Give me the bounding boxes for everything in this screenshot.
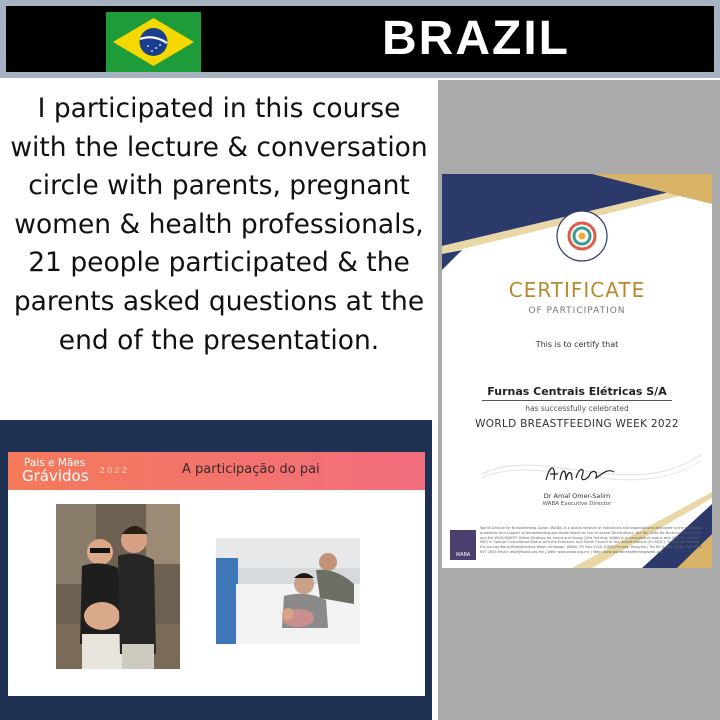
presentation-slide	[8, 452, 425, 696]
celebrated-line: has successfully celebrated	[525, 404, 629, 413]
waba-logo	[450, 530, 476, 560]
event-name: WORLD BREASTFEEDING WEEK 2022	[475, 418, 679, 430]
slide-brand-year: 2022	[100, 466, 130, 475]
certificate-footer: World Alliance for Breastfeeding Action (WABA) is a global network of individuals and organisations dedicated to the protection, promotion and support of breastfeeding worldwide based on the Innocenti Declarations, the Ten Links for Nurturing the Future and the WHO/UNICEF Global Strategy for Infant and Young Child Feeding. WABA is in consultative status with UNICEF and an NGO in Special Consultative Status with the Economic and Social Council of the United Nations (ECOSOC). WABA coordinates the annual World Breastfeeding Week campaign. WABA, PO Box 1200 10850 Penang, Malaysia | Tel: 60-4-658 4816 | Fax: 60-4-657 2655 Email: wbw@waba.org.my | Web: www.waba.org.my | Web: www.worldbreastfeedingweek.org	[480, 526, 704, 554]
header-bar	[0, 0, 720, 78]
slide-brand-line2: Grávidos	[22, 467, 89, 485]
participation-description: I participated in this course with the lecture & conversation circle with parents, pregnant women & health professionals, 21 people participated & the parents asked questions at the end of the presentation.	[10, 93, 428, 356]
brazil-flag-icon	[106, 12, 201, 72]
couple-photo	[56, 504, 180, 669]
country-title: BRAZIL	[382, 12, 570, 65]
waba-logo-text: WABA	[455, 552, 471, 558]
slide-brand-line1: Pais e Mães	[24, 457, 86, 469]
certificate-decoration	[442, 174, 712, 568]
header-inner	[6, 6, 714, 72]
signature-image	[542, 460, 622, 488]
signer-name: Dr Amal Omer-Salim	[543, 492, 611, 500]
hospital-photo	[216, 538, 360, 644]
certificate-subtitle: OF PARTICIPATION	[528, 306, 626, 316]
certificate	[442, 174, 712, 568]
organization-name: Furnas Centrais Elétricas S/A	[487, 385, 667, 398]
certificate-title: CERTIFICATE	[508, 278, 646, 302]
signer-role: WABA Executive Director	[542, 501, 612, 507]
name-underline	[482, 400, 672, 401]
slide-header	[8, 452, 425, 490]
slide-title: A participação do pai	[182, 462, 320, 477]
certify-line: This is to certify that	[535, 340, 619, 349]
